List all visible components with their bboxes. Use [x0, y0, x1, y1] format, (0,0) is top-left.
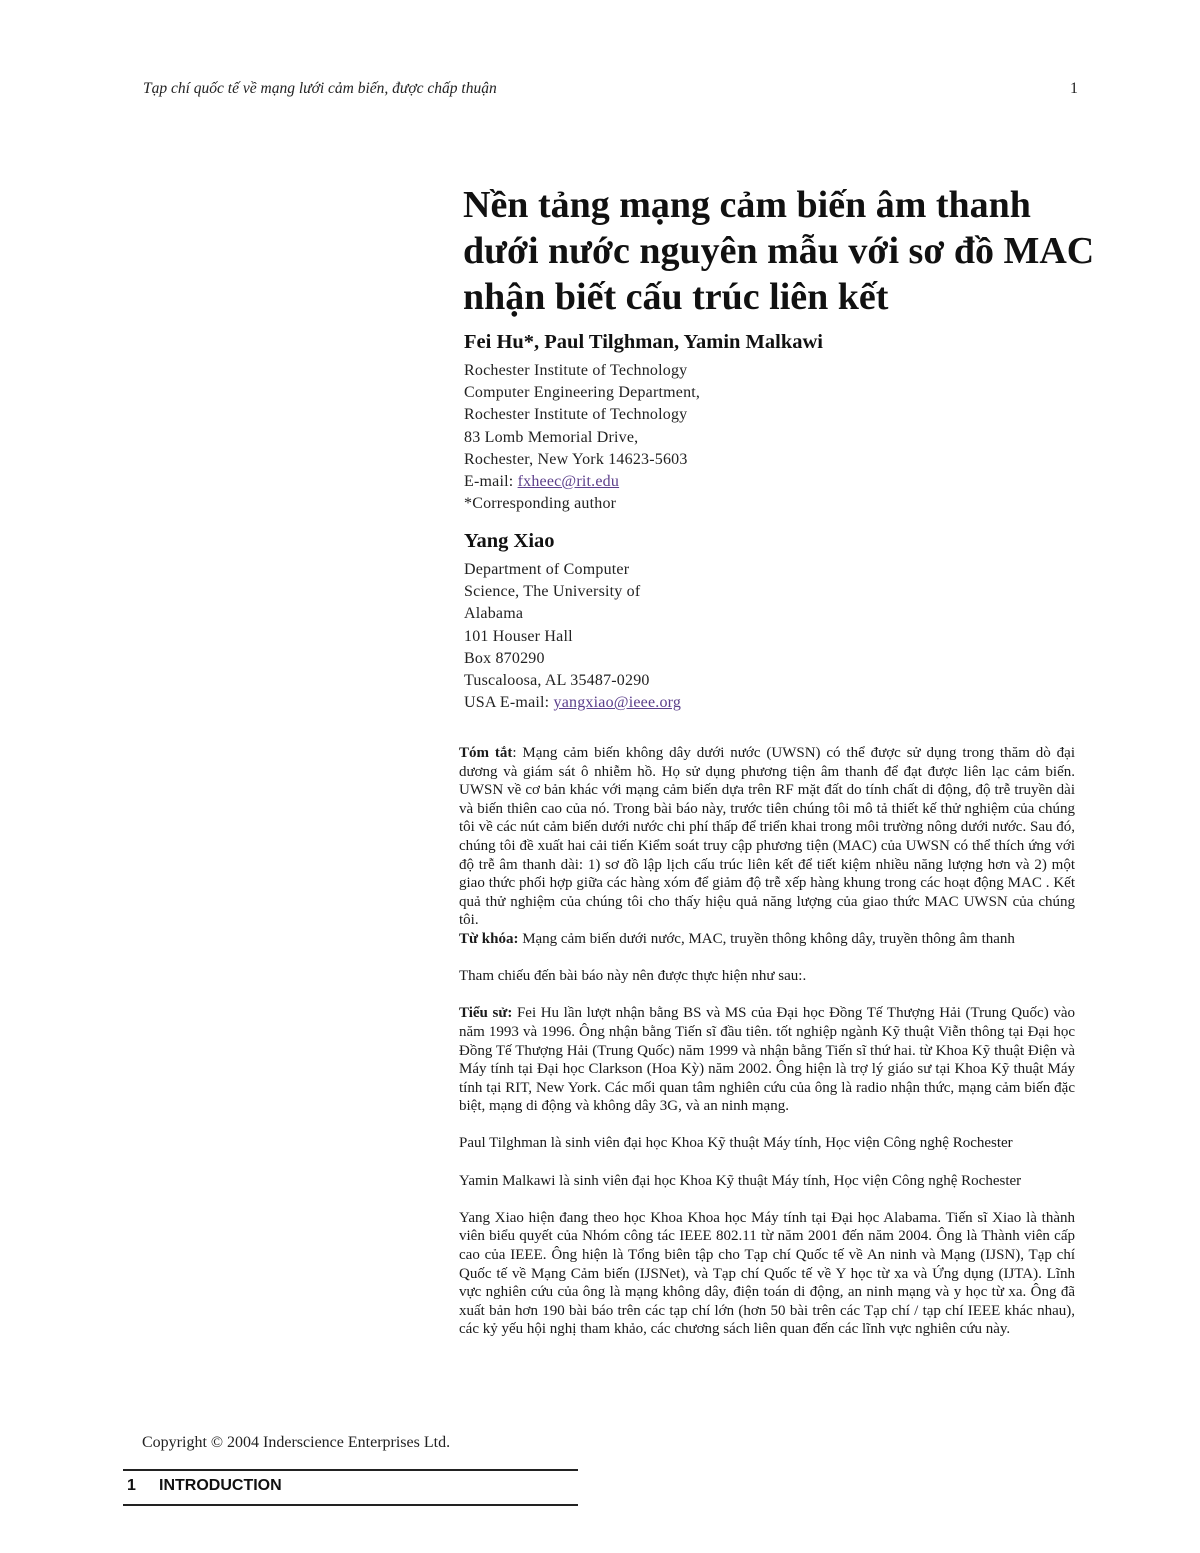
- corresponding-note: *Corresponding author: [464, 495, 617, 513]
- email-link-1[interactable]: fxheec@rit.edu: [517, 473, 620, 491]
- author-names-2: Yang Xiao: [464, 530, 555, 552]
- affiliation-line: Tuscaloosa, AL 35487-0290: [464, 672, 650, 690]
- affiliation-line: Department of Computer: [464, 561, 630, 578]
- bio-fei-hu-text: Fei Hu lần lượt nhận bằng BS và MS của Đại học Đồng Tế Thượng Hải (Trung Quốc) vào năm 1993 và 1996. Ông nhận bằng Tiến sĩ đầu tiên. tốt nghiệp ngành Kỹ thuật Viễn thông tại Đại học Đồng Tế Thượng Hải (Trung Quốc) năm 1999 và nhận bằng Tiến sĩ thứ hai. từ Khoa Kỹ thuật Điện và Máy tính tại Đại học Clarkson (Hoa Kỳ) năm 2002. Ông hiện là trợ lý giáo sư tại Khoa Kỹ thuật Máy tính tại RIT, New York. Các mối quan tâm nghiên cứu của ông là radio nhận thức, mạng cảm biến đặc biệt, mạng di động và không dây 3G, và an ninh mạng.: [459, 1005, 1075, 1115]
- running-head: Tạp chí quốc tế về mạng lưới cảm biến, được chấp thuận: [143, 80, 497, 97]
- affiliation-line: Box 870290: [464, 649, 545, 667]
- bio-fei-hu: [459, 1004, 1075, 1116]
- abstract-text: : Mạng cảm biến không dây dưới nước (UWSN) có thể được sử dụng trong thăm dò đại dương và giám sát ô nhiễm hồ. Họ sử dụng phương tiện âm thanh để đạt được liên lạc cảm biến. UWSN về cơ bản khác với mạng cảm biến dựa trên RF mặt đất do tính chất di động, độ trễ truyền dài và biến thiên cao của nó. Trong bài báo này, trước tiên chúng tôi mô tả thiết kế thử nghiệm của chúng tôi về các nút cảm biến dưới nước chi phí thấp để triển khai trong môi trường nông dưới nước. Sau đó, chúng tôi đề xuất hai cải tiến Kiểm soát truy cập phương tiện (MAC) của UWSN có thể thích ứng với độ trễ âm thanh dài: 1) sơ đồ lập lịch cấu trúc liên kết để tiết kiệm nhiều năng lượng hơn và 2) một giao thức phối hợp giữa các hàng xóm để giảm độ trễ xếp hàng khung trong các hoạt động MAC . Kết quả thử nghiệm của chúng tôi cho thấy hiệu quả năng lượng của giao thức MAC UWSN của chúng tôi.: [459, 745, 1075, 929]
- affiliation-line: Rochester Institute of Technology: [464, 406, 688, 424]
- affiliation-line: Science, The University of: [464, 583, 641, 601]
- bio-yamin: Yamin Malkawi là sinh viên đại học Khoa Kỹ thuật Máy tính, Học viện Công nghệ Rochester: [459, 1172, 1022, 1189]
- affiliation-line: Rochester Institute of Technology: [464, 362, 688, 379]
- affiliation-line: Alabama: [464, 605, 524, 623]
- bio-paul: Paul Tilghman là sinh viên đại học Khoa Kỹ thuật Máy tính, Học viện Công nghệ Rochester: [459, 1135, 1013, 1152]
- affiliation-line: Rochester, New York 14623-5603: [464, 450, 688, 468]
- author-block-1: [464, 331, 1024, 515]
- affiliation-line: 83 Lomb Memorial Drive,: [464, 428, 639, 446]
- email-link-2[interactable]: yangxiao@ieee.org: [553, 694, 682, 712]
- affiliation-line: 101 Houser Hall: [464, 627, 573, 645]
- abstract: [459, 744, 1075, 930]
- email-label: USA E-mail:: [464, 694, 554, 712]
- email-line-2: [464, 692, 1024, 714]
- reference-note: Tham chiếu đến bài báo này nên được thực hiện như sau:.: [459, 968, 807, 985]
- copyright: Copyright © 2004 Inderscience Enterprises Ltd.: [142, 1434, 451, 1451]
- email-label: E-mail:: [464, 473, 518, 491]
- keywords-label: Từ khóa:: [459, 930, 519, 947]
- abstract-label: Tóm tắt: [459, 745, 513, 761]
- paper-title: Nền tảng mạng cảm biến âm thanh dưới nước nguyên mẫu với sơ đồ MAC nhận biết cấu trúc liên kết: [463, 184, 1095, 318]
- email-line-1: [464, 471, 1024, 493]
- author-block-2: [464, 530, 1024, 714]
- affiliation-line: Computer Engineering Department,: [464, 384, 701, 402]
- abstract-section: [459, 744, 1075, 1339]
- bio-label: Tiểu sử:: [459, 1005, 513, 1022]
- section-number: 1: [127, 1477, 136, 1494]
- divider-top: [123, 1469, 578, 1471]
- page-number: 1: [1070, 80, 1078, 97]
- author-names-1: Fei Hu*, Paul Tilghman, Yamin Malkawi: [464, 331, 824, 353]
- keywords-text: Mạng cảm biến dưới nước, MAC, truyền thông không dây, truyền thông âm thanh: [518, 930, 1015, 947]
- section-title: INTRODUCTION: [159, 1477, 282, 1494]
- bio-yang: Yang Xiao hiện đang theo học Khoa Khoa học Máy tính tại Đại học Alabama. Tiến sĩ Xiao là thành viên biểu quyết của Nhóm công tác IEEE 802.11 từ năm 2001 đến năm 2004. Ông là Thành viên cấp cao của IEEE. Ông hiện là Tổng biên tập cho Tạp chí Quốc tế về An ninh và Mạng (IJSN), Tạp chí Quốc tế về Mạng Cảm biến (IJSNet), và Tạp chí Quốc tế về Y học từ xa và Ứng dụng (IJTA). Lĩnh vực nghiên cứu của ông là mạng không dây, điện toán di động, an ninh mạng và y học từ xa. Ông đã xuất bản hơn 190 bài báo trên các tạp chí lớn (hơn 50 bài trên các Tạp chí / tạp chí IEEE khác nhau), các kỷ yếu hội nghị tham khảo, các chương sách liên quan đến các lĩnh vực nghiên cứu này.: [459, 1209, 1075, 1338]
- section-heading: [127, 1477, 282, 1495]
- keywords: [459, 930, 1075, 949]
- divider-bottom: [123, 1504, 578, 1506]
